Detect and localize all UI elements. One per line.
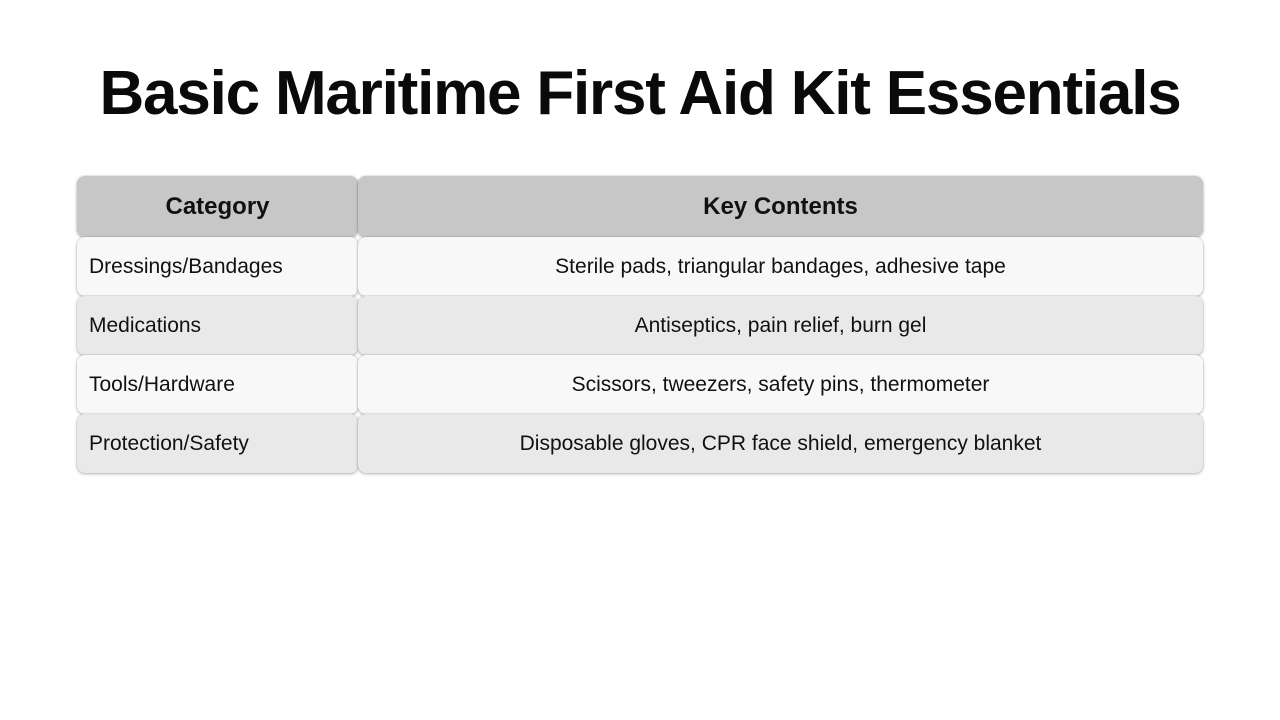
first-aid-table xyxy=(77,176,1203,473)
table-header-row xyxy=(77,176,1203,237)
contents-cell: Scissors, tweezers, safety pins, thermometer xyxy=(358,355,1203,414)
slide-title: Basic Maritime First Aid Kit Essentials xyxy=(99,59,1181,128)
header-category: Category xyxy=(77,176,358,237)
contents-cell: Disposable gloves, CPR face shield, emergency blanket xyxy=(358,414,1203,473)
table-row xyxy=(77,237,1203,296)
contents-cell: Sterile pads, triangular bandages, adhesive tape xyxy=(358,237,1203,296)
category-cell: Tools/Hardware xyxy=(77,355,358,414)
table-row xyxy=(77,355,1203,414)
category-cell: Protection/Safety xyxy=(77,414,358,473)
category-cell: Dressings/Bandages xyxy=(77,237,358,296)
table-row xyxy=(77,414,1203,473)
header-key-contents: Key Contents xyxy=(358,176,1203,237)
category-cell: Medications xyxy=(77,296,358,355)
contents-cell: Antiseptics, pain relief, burn gel xyxy=(358,296,1203,355)
table-row xyxy=(77,296,1203,355)
